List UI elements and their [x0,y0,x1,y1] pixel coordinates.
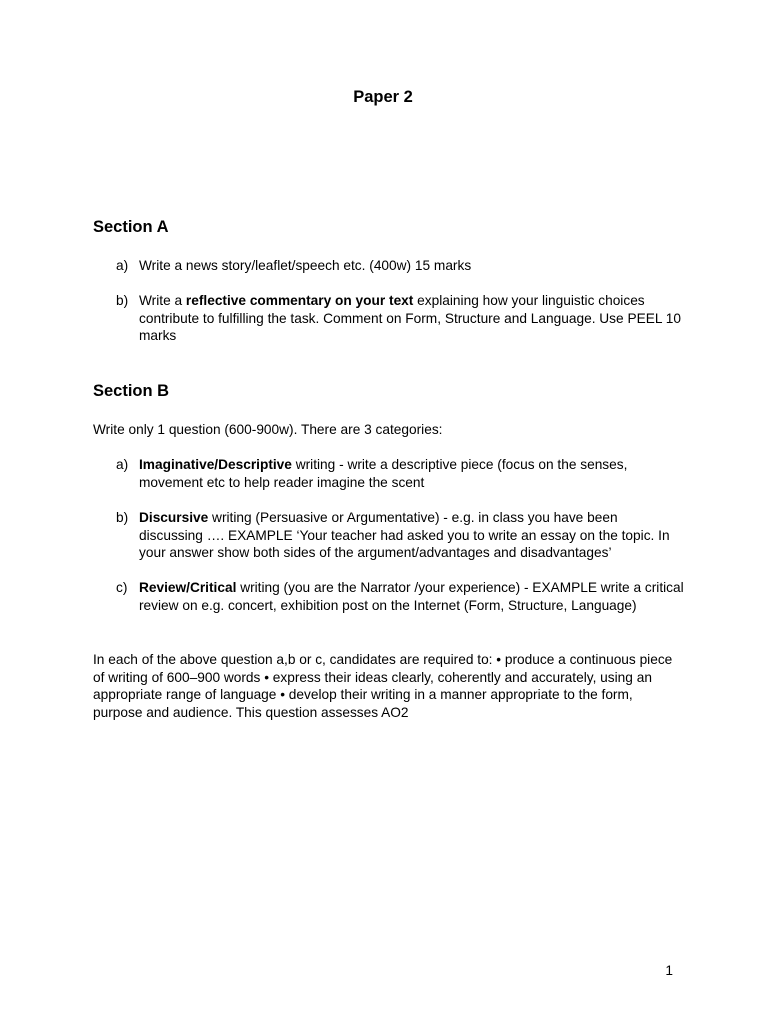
list-item-text [139,292,684,345]
list-item-text: Write a news story/leaflet/speech etc. (400w) 15 marks [139,258,472,273]
list-item-rest: writing (you are the Narrator /your experience) - EXAMPLE write a critical review on e.g. concert, exhibition post on the Internet (Form, Structure, Language) [139,580,684,613]
page-number: 1 [665,963,673,978]
section-b-intro: Write only 1 question (600-900w). There are 3 categories: [93,422,443,437]
list-marker: c) [116,580,128,595]
list-marker: a) [116,457,129,472]
list-item-text [139,456,684,491]
section-b-closing: In each of the above question a,b or c, candidates are required to: • produce a continuous piece of writing of 600–900 words • express their ideas clearly, coherently and accurately, using an appropriate range of language • develop their writing in a manner appropriate to the form, purpose and audience. This question assesses AO2 [93,652,673,720]
list-item-emphasis: reflective commentary on your text [185,293,414,308]
list-item-text [139,579,684,614]
list-item-emphasis: Review/Critical [139,580,237,595]
list-item-rest: explaining how your linguistic choices contribute to fulfilling the task. Comment on Form, Structure and Language. Use PEEL 10 marks [139,293,681,344]
list-item-rest: writing - write a descriptive piece (focus on the senses, movement etc to help reader imagine the scent [139,457,628,490]
list-item-emphasis: Discursive [139,510,209,525]
list-item-emphasis: Imaginative/Descriptive [139,457,292,472]
list-item-rest: writing (Persuasive or Argumentative) - e.g. in class you have been discussing …. EXAMPLE ‘Your teacher had asked you to write an essay on the topic. In your answer show both sides of the argument/advantages and disadvantages’ [139,510,670,561]
list-item-text [139,509,684,562]
page-title: Paper 2 [353,88,413,106]
section-a-heading: Section A [93,218,169,236]
list-marker: b) [116,510,129,525]
section-b-heading: Section B [93,382,170,400]
list-marker: a) [116,258,129,273]
list-marker: b) [116,293,129,308]
list-item-lead: Write a [139,293,186,308]
